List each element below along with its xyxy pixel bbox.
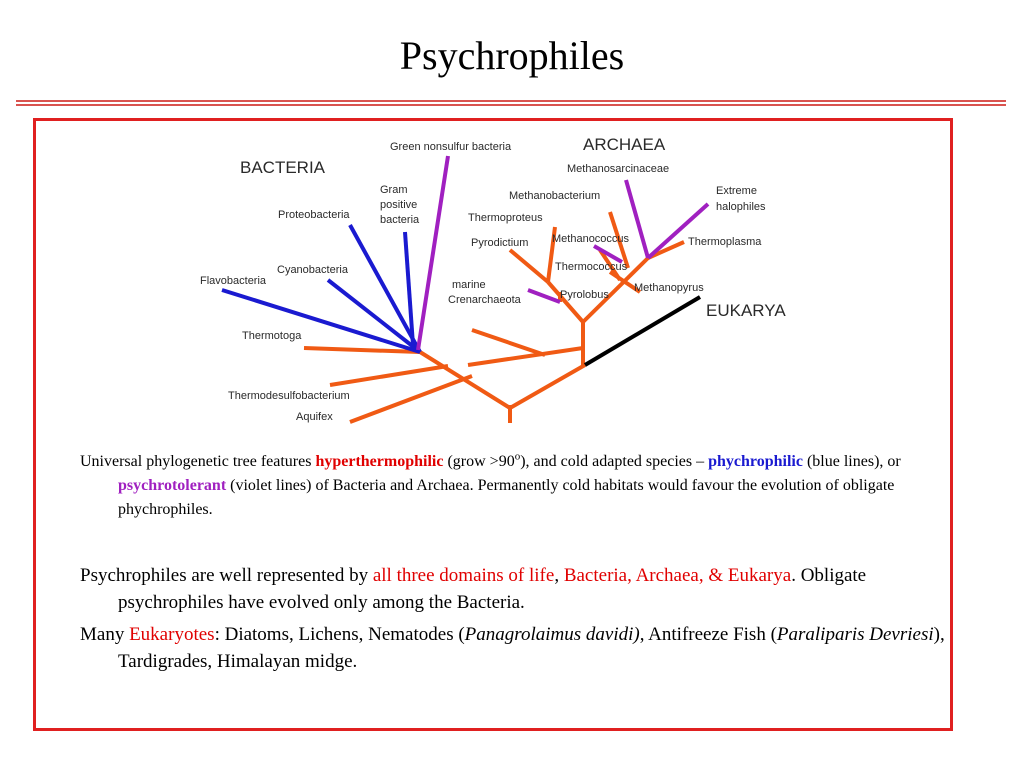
taxon-gram-positive-3: bacteria bbox=[380, 214, 420, 226]
caption-degree: o bbox=[514, 450, 521, 463]
taxon-flavobacteria: Flavobacteria bbox=[200, 275, 267, 287]
para2-text-2: : Diatoms, Lichens, Nematodes ( bbox=[214, 624, 465, 645]
para1-all-domains: all three domains of life bbox=[372, 565, 555, 586]
branch-methanosarcinaceae bbox=[626, 180, 648, 258]
caption-psychrotolerant: psychrotolerant bbox=[118, 477, 227, 494]
caption-text-4: (blue lines), or bbox=[802, 453, 901, 470]
caption-text-3: ), and cold adapted species – bbox=[520, 453, 709, 470]
taxon-thermoproteus: Thermoproteus bbox=[468, 212, 543, 224]
para2-text-4: ), Tardigrades, Himalayan midge. bbox=[118, 624, 945, 672]
para2-paraliparis: Paraliparis Devriesi bbox=[776, 624, 934, 645]
taxon-thermotoga: Thermotoga bbox=[242, 330, 302, 342]
taxon-green-nonsulfur: Green nonsulfur bacteria bbox=[390, 141, 512, 153]
taxon-gram-positive-1: Gram bbox=[380, 184, 408, 196]
para1-text-2: , bbox=[554, 565, 564, 586]
branch-green-nonsulfur bbox=[418, 156, 448, 350]
branch-extreme-halophiles bbox=[648, 204, 708, 258]
branch-cyanobacteria bbox=[328, 280, 420, 352]
taxon-pyrodictium: Pyrodictium bbox=[471, 237, 529, 249]
taxon-marine-crenarchaeota-1: marine bbox=[452, 279, 486, 291]
taxon-methanopyrus: Methanopyrus bbox=[634, 282, 704, 294]
taxon-proteobacteria: Proteobacteria bbox=[278, 209, 350, 221]
para2-panagrolaimus: Panagrolaimus davidi) bbox=[464, 624, 640, 645]
caption-text-2: (grow >90 bbox=[443, 453, 515, 470]
label-eukarya: EUKARYA bbox=[706, 301, 786, 320]
taxon-thermococcus: Thermococcus bbox=[555, 261, 628, 273]
taxon-extreme-halophiles-2: halophiles bbox=[716, 201, 766, 213]
caption-phychrophilic: phychrophilic bbox=[708, 453, 803, 470]
taxon-marine-crenarchaeota-2: Crenarchaeota bbox=[448, 294, 521, 306]
taxon-pyrolobus: Pyrolobus bbox=[560, 289, 609, 301]
taxon-thermodesulfobacterium: Thermodesulfobacterium bbox=[228, 390, 350, 402]
branch-aquifex bbox=[350, 376, 472, 422]
label-bacteria: BACTERIA bbox=[240, 158, 326, 177]
slide-title: Psychrophiles bbox=[399, 33, 625, 78]
branch-crenarchaeota-node bbox=[548, 282, 583, 322]
taxon-methanobacterium: Methanobacterium bbox=[509, 190, 601, 202]
para1-domains-list: Bacteria, Archaea, & Eukarya bbox=[563, 565, 792, 586]
paragraph-eukaryotes bbox=[80, 621, 963, 675]
taxon-extreme-halophiles-1: Extreme bbox=[716, 185, 757, 197]
branch-eukarya bbox=[585, 297, 700, 365]
taxon-gram-positive-2: positive bbox=[380, 199, 418, 211]
caption-hyperthermophilic: hyperthermophilic bbox=[315, 453, 444, 470]
taxon-methanococcus: Methanococcus bbox=[552, 233, 630, 245]
taxon-methanosarcinaceae: Methanosarcinaceae bbox=[567, 163, 670, 175]
branch-unnamed-2 bbox=[468, 348, 583, 365]
taxon-cyanobacteria: Cyanobacteria bbox=[277, 264, 348, 276]
branch-thermodesulfobacterium bbox=[330, 366, 448, 385]
caption-text-5: (violet lines) of Bacteria and Archaea. Permanently cold habitats would favour the evolution of obligate phychrophiles. bbox=[118, 477, 895, 518]
caption-text-1: Universal phylogenetic tree features bbox=[80, 453, 316, 470]
branch-root-to-archaea-eukarya bbox=[510, 365, 585, 408]
branch-pyrodictium bbox=[510, 250, 548, 282]
para2-eukaryotes: Eukaryotes bbox=[129, 624, 215, 645]
para2-text-1: Many bbox=[80, 624, 130, 645]
tree-caption bbox=[80, 450, 963, 522]
paragraph-domains bbox=[80, 562, 963, 616]
label-archaea: ARCHAEA bbox=[583, 135, 666, 154]
para1-text-3: . Obligate psychrophiles have evolved only among the Bacteria. bbox=[118, 565, 867, 613]
branch-unnamed-1 bbox=[472, 330, 545, 355]
para2-text-3: , Antifreeze Fish ( bbox=[639, 624, 777, 645]
taxon-thermoplasma: Thermoplasma bbox=[688, 236, 762, 248]
taxon-aquifex: Aquifex bbox=[296, 411, 333, 423]
para1-text-1: Psychrophiles are well represented by bbox=[80, 565, 373, 586]
